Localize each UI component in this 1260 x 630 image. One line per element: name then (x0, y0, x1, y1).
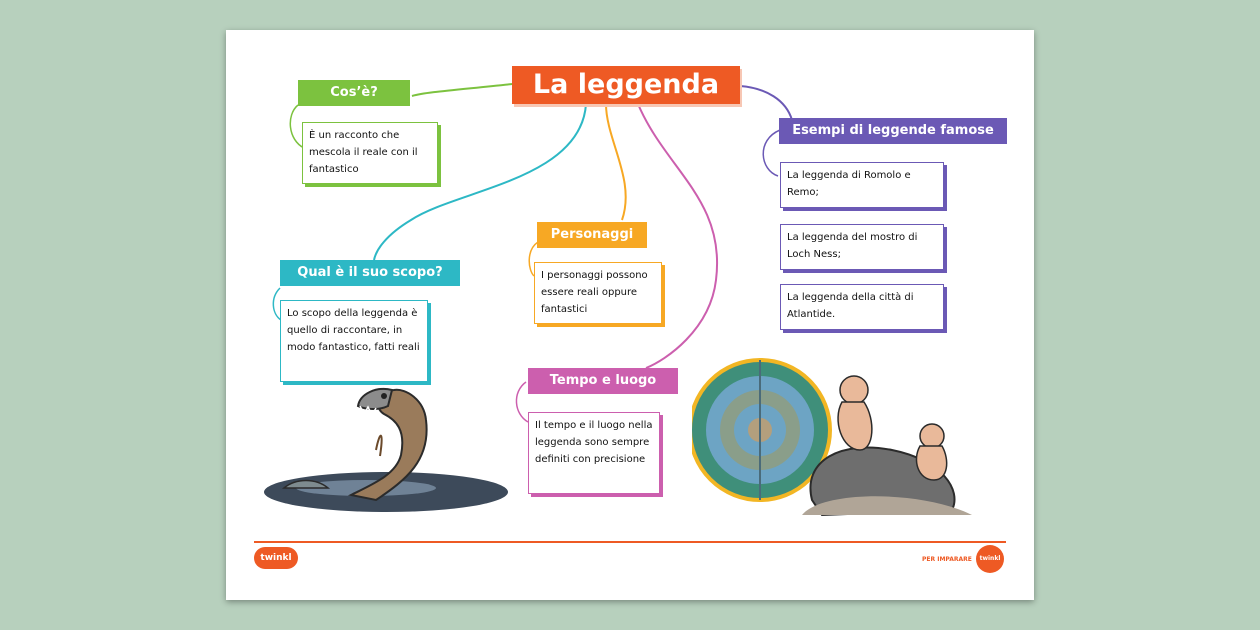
esempi-heading: Esempi di leggende famose (779, 118, 1007, 144)
scopo-heading: Qual è il suo scopo? (280, 260, 460, 286)
cose-text: È un racconto che mescola il reale con il fantastico (302, 122, 438, 184)
footer-tagline: PER IMPARARE (922, 556, 972, 563)
esempi-item: La leggenda del mostro di Loch Ness; (780, 224, 944, 270)
cose-heading: Cos’è? (298, 80, 410, 106)
connector-esempi-box (763, 130, 780, 176)
personaggi-heading: Personaggi (537, 222, 647, 248)
esempi-item: La leggenda della città di Atlantide. (780, 284, 944, 330)
scopo-text: Lo scopo della leggenda è quello di raccontare, in modo fantastico, fatti reali (280, 300, 428, 382)
twinkl-logo: twinkl (254, 547, 298, 569)
tempo-text: Il tempo e il luogo nella leggenda sono sempre definiti con precisione (528, 412, 660, 494)
twinkl-badge-logo: twinkl (976, 545, 1004, 573)
connector-cose (412, 84, 512, 96)
page-title: La leggenda (512, 66, 740, 104)
footer-divider (254, 541, 1006, 543)
connector-esempi (740, 86, 792, 120)
connector-personaggi (606, 104, 626, 220)
poster-sheet (226, 30, 1034, 600)
loch-ness-monster-illustration (256, 360, 516, 530)
connector-tempo-box (516, 382, 528, 422)
esempi-item: La leggenda di Romolo e Remo; (780, 162, 944, 208)
atlantis-romulus-illustration (692, 350, 982, 525)
personaggi-text: I personaggi possono essere reali oppure fantastici (534, 262, 662, 324)
connector-tempo (638, 104, 717, 368)
tempo-heading: Tempo e luogo (528, 368, 678, 394)
